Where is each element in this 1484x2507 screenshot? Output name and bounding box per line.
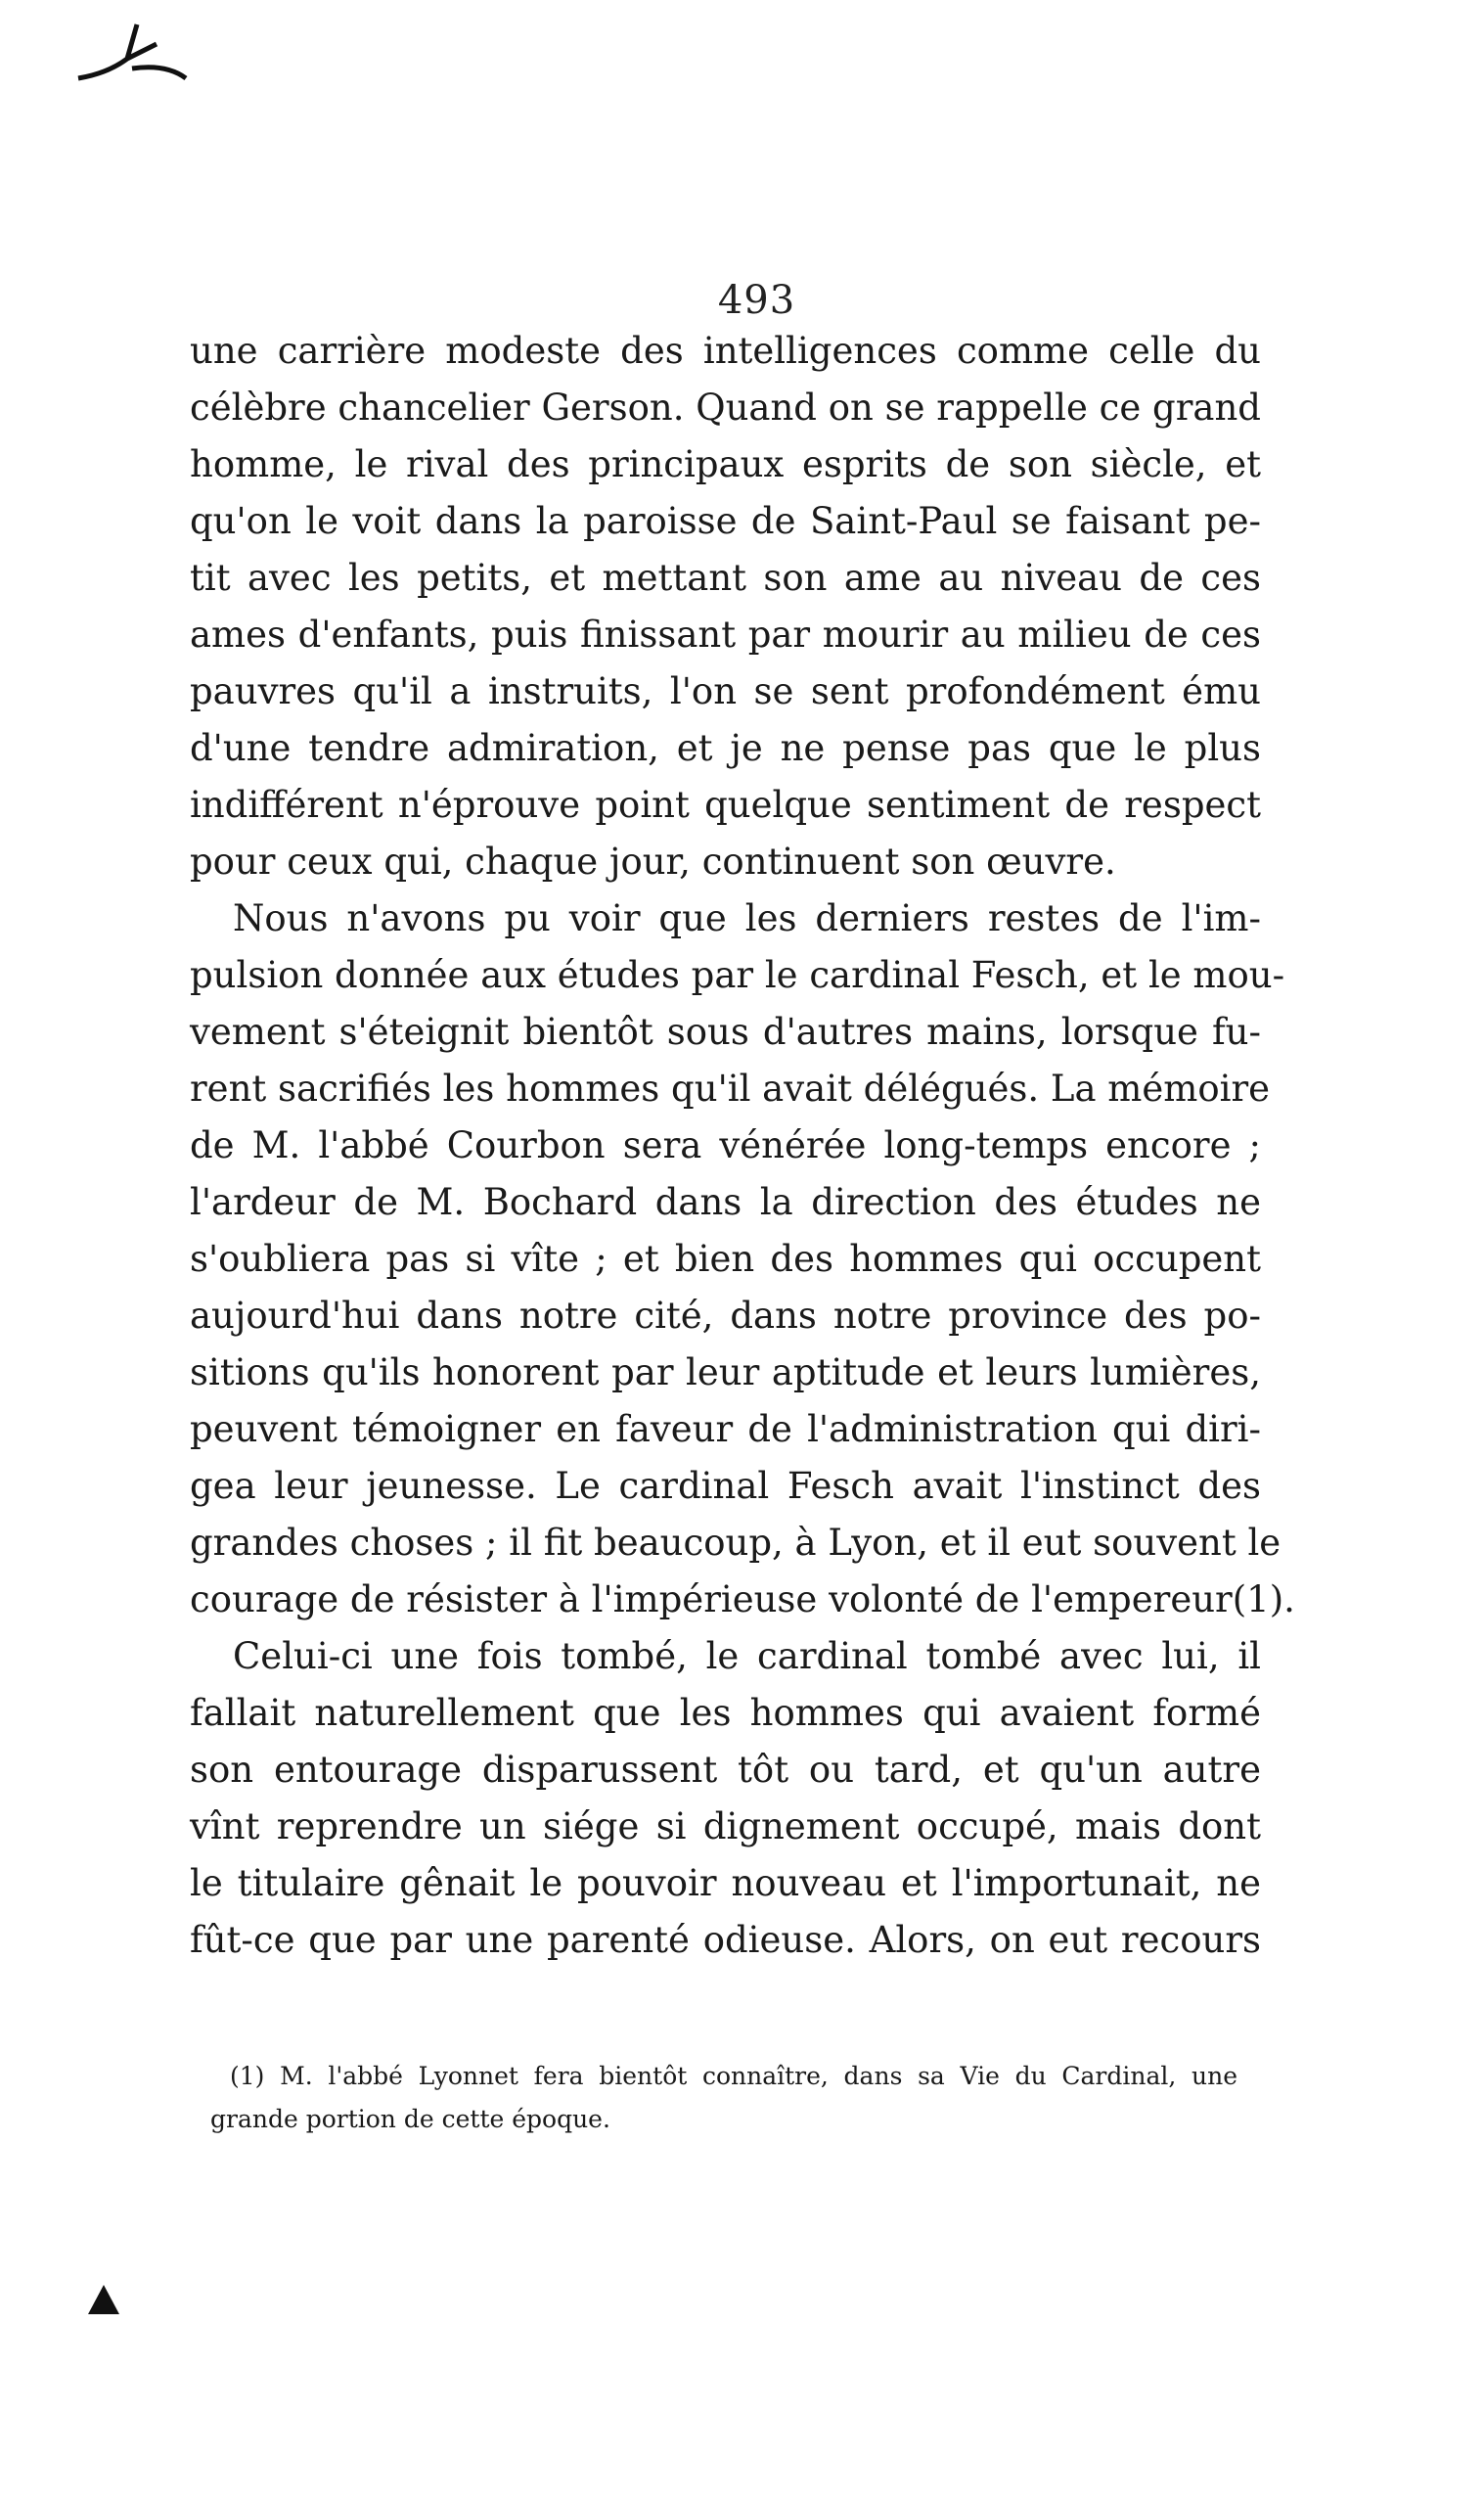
page-number: 493 <box>717 278 796 323</box>
footnote-line: (1) M. l'abbé Lyonnet fera bientôt connaître, dans sa Vie du Cardinal, une <box>230 2062 1237 2090</box>
text-line: l'ardeur de M. Bochard dans la direction des études ne <box>190 1181 1261 1223</box>
text-line: rent sacrifiés les hommes qu'il avait délégués. La mémoire <box>190 1068 1271 1110</box>
text-line: vement s'éteignit bientôt sous d'autres mains, lorsque fu- <box>190 1011 1261 1053</box>
text-line: gea leur jeunesse. Le cardinal Fesch avait l'instinct des <box>190 1465 1261 1507</box>
text-line: célèbre chancelier Gerson. Quand on se rappelle ce grand <box>190 387 1261 429</box>
text-line: grandes choses ; il fit beaucoup, à Lyon, et il eut souvent le <box>190 1522 1282 1564</box>
text-line: de M. l'abbé Courbon sera vénérée long-temps encore ; <box>190 1124 1261 1166</box>
text-line: d'une tendre admiration, et je ne pense pas que le plus <box>190 727 1261 769</box>
text-line: aujourd'hui dans notre cité, dans notre province des po- <box>190 1295 1261 1337</box>
text-line: pauvres qu'il a instruits, l'on se sent profondément ému <box>190 670 1261 712</box>
text-line: s'oubliera pas si vîte ; et bien des hommes qui occupent <box>190 1238 1261 1280</box>
footnote <box>210 2055 1237 2141</box>
text-line: son entourage disparussent tôt ou tard, et qu'un autre <box>190 1749 1261 1791</box>
text-line: peuvent témoigner en faveur de l'administration qui diri- <box>190 1408 1261 1450</box>
triangle-printer-mark-icon <box>88 2285 119 2314</box>
text-line: une carrière modeste des intelligences comme celle du <box>190 330 1261 372</box>
text-line: homme, le rival des principaux esprits de son siècle, et <box>190 443 1261 485</box>
ink-mark-top-left <box>68 20 205 88</box>
text-line: indifférent n'éprouve point quelque sentiment de respect <box>190 784 1261 826</box>
text-line: tit avec les petits, et mettant son ame au niveau de ces <box>190 557 1261 599</box>
text-line: fût-ce que par une parenté odieuse. Alors, on eut recours <box>190 1919 1261 1961</box>
text-line: Nous n'avons pu voir que les derniers restes de l'im- <box>233 897 1261 939</box>
footnote-line: grande portion de cette époque. <box>210 2105 610 2133</box>
text-line: courage de résister à l'impérieuse volonté de l'empereur(1). <box>190 1578 1295 1620</box>
text-line: pour ceux qui, chaque jour, continuent son œuvre. <box>190 841 1116 883</box>
text-line: vînt reprendre un siége si dignement occupé, mais dont <box>190 1805 1261 1847</box>
text-line: sitions qu'ils honorent par leur aptitude et leurs lumières, <box>190 1351 1261 1393</box>
body-text <box>190 323 1295 1969</box>
text-line: pulsion donnée aux études par le cardinal Fesch, et le mou- <box>190 954 1285 996</box>
text-line: ames d'enfants, puis finissant par mourir au milieu de ces <box>190 614 1261 656</box>
text-line: Celui-ci une fois tombé, le cardinal tombé avec lui, il <box>233 1635 1261 1677</box>
text-line: le titulaire gênait le pouvoir nouveau et l'importunait, ne <box>190 1862 1261 1904</box>
text-line: qu'on le voit dans la paroisse de Saint-Paul se faisant pe- <box>190 500 1261 542</box>
text-line: fallait naturellement que les hommes qui avaient formé <box>190 1692 1261 1734</box>
